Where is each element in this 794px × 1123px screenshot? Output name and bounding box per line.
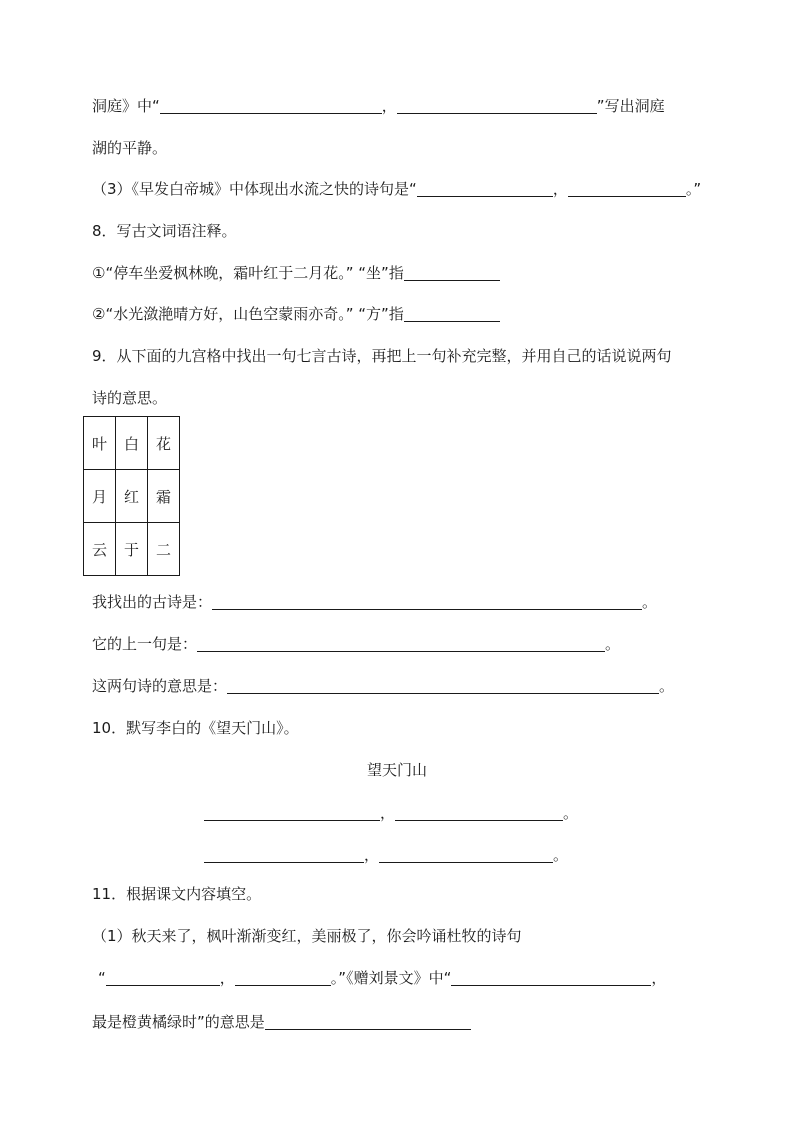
answer-blank[interactable] xyxy=(404,305,500,322)
q7-line2: 湖的平静。 xyxy=(92,139,168,157)
q11-title: 11．根据课文内容填空。 xyxy=(92,885,262,903)
answer-blank[interactable] xyxy=(197,635,605,652)
answer-blank[interactable] xyxy=(212,593,642,610)
grid-cell: 花 xyxy=(148,417,180,470)
q9-title-line1: 9．从下面的九宫格中找出一句七言古诗，再把上一句补充完整，并用自己的话说说两句 xyxy=(92,347,672,365)
answer-blank[interactable] xyxy=(404,264,500,281)
answer-blank[interactable] xyxy=(106,969,220,986)
grid-cell: 月 xyxy=(84,470,116,523)
answer-blank[interactable] xyxy=(568,180,686,197)
q9-title-line2: 诗的意思。 xyxy=(92,389,168,407)
q7-line1-end: ”写出洞庭 xyxy=(596,97,665,115)
q9-found: 我找出的古诗是： 。 xyxy=(92,593,658,611)
answer-blank[interactable] xyxy=(265,1013,471,1030)
q11-part1-line3: 最是橙黄橘绿时”的意思是 xyxy=(92,1012,471,1032)
poem-title: 望天门山 xyxy=(366,761,427,779)
q7-line1-start: 洞庭》中“ xyxy=(92,97,160,115)
answer-blank[interactable] xyxy=(451,969,651,986)
grid-cell: 红 xyxy=(116,470,148,523)
answer-blank[interactable] xyxy=(204,804,380,821)
answer-blank[interactable] xyxy=(160,97,382,114)
answer-blank[interactable] xyxy=(227,677,659,694)
grid-cell: 于 xyxy=(116,523,148,576)
answer-blank[interactable] xyxy=(379,846,553,863)
q8-item2: ②“水光潋滟晴方好，山色空蒙雨亦奇。” “方”指 xyxy=(92,304,500,324)
nine-grid xyxy=(83,416,180,576)
answer-blank[interactable] xyxy=(417,180,553,197)
grid-cell: 霜 xyxy=(148,470,180,523)
q8-title: 8．写古文词语注释。 xyxy=(92,222,237,240)
q11-part1-line2: “ ， 。”《赠刘景文》中“ ， xyxy=(98,969,667,987)
q10-title: 10．默写李白的《望天门山》。 xyxy=(92,719,299,737)
grid-cell: 云 xyxy=(84,523,116,576)
grid-cell: 白 xyxy=(116,417,148,470)
q7-line1: 洞庭》中“ ， ”写出洞庭 xyxy=(92,97,665,115)
poem-line-2: ， 。 xyxy=(204,845,568,865)
q9-prev: 它的上一句是： 。 xyxy=(92,635,621,653)
q9-meaning: 这两句诗的意思是： 。 xyxy=(92,677,675,695)
answer-blank[interactable] xyxy=(397,97,597,114)
answer-blank[interactable] xyxy=(395,804,563,821)
q7-part3: （3）《早发白帝城》中体现出水流之快的诗句是“ ， 。” xyxy=(92,180,702,198)
answer-blank[interactable] xyxy=(204,846,364,863)
poem-line-1: ， 。 xyxy=(204,803,578,823)
answer-blank[interactable] xyxy=(235,969,331,986)
q8-item1: ①“停车坐爱枫林晚，霜叶红于二月花。” “坐”指 xyxy=(92,263,500,283)
grid-cell: 叶 xyxy=(84,417,116,470)
grid-cell: 二 xyxy=(148,523,180,576)
q11-part1-line1: （1）秋天来了，枫叶渐渐变红，美丽极了，你会吟诵杜牧的诗句 xyxy=(92,927,522,945)
